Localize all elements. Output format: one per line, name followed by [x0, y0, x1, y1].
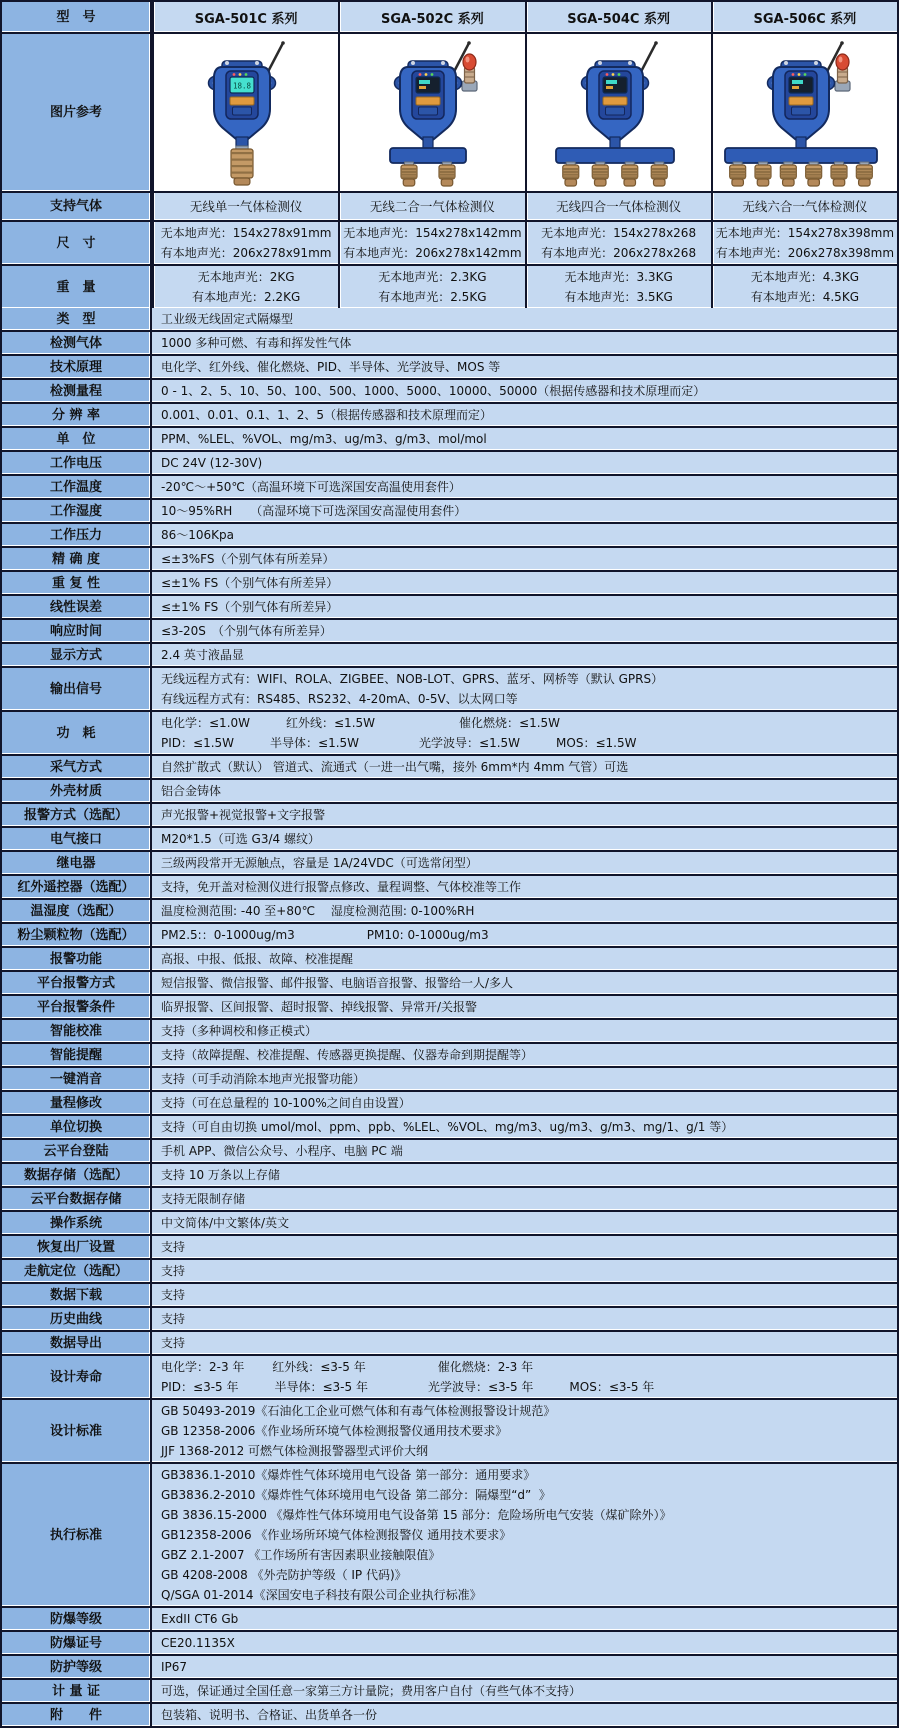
value-line: 包装箱、说明书、合格证、出货单各一份 — [161, 1708, 378, 1722]
spec-row-value — [152, 620, 897, 642]
spec-row — [2, 620, 897, 644]
product-image-sga-502c — [338, 34, 524, 191]
value-line: 2.4 英寸液晶显 — [161, 648, 244, 662]
spec-row-label: 电气接口 — [2, 828, 152, 850]
value-line: GB3836.1-2010《爆炸性气体环境用电气设备 第一部分：通用要求》 — [161, 1468, 536, 1482]
spec-row — [2, 1140, 897, 1164]
svg-text:18.8: 18.8 — [233, 81, 252, 90]
value-line: 温度检测范围: -40 至+80℃ 湿度检测范围: 0-100%RH — [161, 904, 475, 918]
spec-row — [2, 900, 897, 924]
value-line: GBZ 2.1-2007 《工作场所有害因素职业接触限值》 — [161, 1548, 441, 1562]
spec-row-label: 历史曲线 — [2, 1308, 152, 1330]
spec-row-label: 操作系统 — [2, 1212, 152, 1234]
spec-row-label: 量程修改 — [2, 1092, 152, 1114]
spec-row-label: 智能校准 — [2, 1020, 152, 1042]
spec-row-value — [152, 476, 897, 498]
product-image-sga-506c — [711, 34, 897, 191]
spec-row — [2, 548, 897, 572]
per-model-value-cell — [152, 193, 338, 220]
per-model-value-cell — [711, 266, 897, 308]
spec-row-label: 类 型 — [2, 308, 152, 330]
spec-row — [2, 924, 897, 948]
spec-row — [2, 1704, 897, 1726]
spec-row — [2, 1632, 897, 1656]
spec-row — [2, 1400, 897, 1464]
model-header-sga-506c: SGA-506C 系列 — [711, 2, 897, 32]
per-model-value-cell — [152, 266, 338, 308]
spec-row-value — [152, 756, 897, 778]
value-line: PID：≤3-5 年 半导体：≤3-5 年 光学波导：≤3-5 年 MOS：≤3-5 年 — [161, 1380, 655, 1394]
spec-row-label: 采气方式 — [2, 756, 152, 778]
value-line: CE20.1135X — [161, 1636, 235, 1650]
value-line: 电化学、红外线、催化燃烧、PID、半导体、光学波导、MOS 等 — [161, 360, 501, 374]
product-image-sga-501c — [152, 34, 338, 191]
value-line: 支持（可自由切换 umol/mol、ppm、ppb、%LEL、%VOL、mg/m3、ug/m3、g/m3、mg/1、g/1 等） — [161, 1120, 734, 1134]
value-line: 支持（可在总量程的 10-100%之间自由设置） — [161, 1096, 411, 1110]
spec-row-label: 数据存储（选配） — [2, 1164, 152, 1186]
value-line: 支持，免开盖对检测仪进行报警点修改、量程调整、气体校准等工作 — [161, 880, 522, 894]
spec-row-value — [152, 1188, 897, 1210]
value-line: 有本地声光：2.5KG — [378, 290, 487, 304]
spec-row-value — [152, 1704, 897, 1726]
spec-row-label: 云平台数据存储 — [2, 1188, 152, 1210]
spec-row — [2, 452, 897, 476]
spec-row-value — [152, 1212, 897, 1234]
spec-row-value — [152, 1632, 897, 1654]
spec-row-label: 恢复出厂设置 — [2, 1236, 152, 1258]
value-line: PPM、%LEL、%VOL、mg/m3、ug/m3、g/m3、mol/mol — [161, 432, 487, 446]
model-header-sga-502c: SGA-502C 系列 — [338, 2, 524, 32]
spec-row-value — [152, 712, 897, 754]
value-line: 铝合金铸体 — [161, 784, 222, 798]
spec-row-label: 单位切换 — [2, 1116, 152, 1138]
spec-row-label: 温湿度（选配） — [2, 900, 152, 922]
row-label: 支持气体 — [2, 193, 152, 220]
spec-row-label: 防护等级 — [2, 1656, 152, 1678]
value-line: 临界报警、区间报警、超时报警、掉线报警、异常开/关报警 — [161, 1000, 478, 1014]
value-line: DC 24V (12-30V) — [161, 456, 263, 470]
spec-row-value — [152, 852, 897, 874]
per-model-value-cell — [338, 222, 524, 264]
gas-detector-illustration — [715, 37, 895, 189]
value-line: PM2.5:：0-1000ug/m3 PM10: 0-1000ug/m3 — [161, 928, 489, 942]
value-line: 无本地声光：4.3KG — [750, 270, 859, 284]
value-line: 无本地声光：154x278x268 — [541, 226, 697, 240]
per-model-value-cell — [711, 193, 897, 220]
spec-row-value — [152, 948, 897, 970]
spec-row — [2, 1164, 897, 1188]
value-line: 工业级无线固定式隔爆型 — [161, 312, 294, 326]
value-line: 有线远程方式有：RS485、RS232、4-20mA、0-5V、以太网口等 — [161, 692, 518, 706]
spec-row — [2, 876, 897, 900]
spec-row-label: 云平台登陆 — [2, 1140, 152, 1162]
row-label: 尺 寸 — [2, 222, 152, 264]
spec-row — [2, 828, 897, 852]
spec-row-label: 检测量程 — [2, 380, 152, 402]
spec-row — [2, 996, 897, 1020]
value-line: 有本地声光：206x278x91mm — [160, 246, 332, 260]
product-image-sga-504c — [525, 34, 711, 191]
value-line: 有本地声光：206x278x142mm — [343, 246, 522, 260]
model-header-sga-501c: SGA-501C 系列 — [152, 2, 338, 32]
spec-row-value — [152, 1260, 897, 1282]
spec-row-label: 工作温度 — [2, 476, 152, 498]
spec-row-label: 数据下载 — [2, 1284, 152, 1306]
spec-row-value — [152, 524, 897, 546]
value-line: ExdII CT6 Gb — [161, 1612, 239, 1626]
value-line: 无本地声光：154x278x142mm — [343, 226, 522, 240]
spec-row — [2, 1332, 897, 1356]
value-line: 10～95%RH （高湿环境下可选深国安高湿使用套件） — [161, 504, 467, 518]
spec-row-value — [152, 924, 897, 946]
value-line: -20℃～+50℃（高温环境下可选深国安高温使用套件） — [161, 480, 461, 494]
spec-row-label: 报警功能 — [2, 948, 152, 970]
spec-row-value — [152, 1164, 897, 1186]
spec-row-value — [152, 380, 897, 402]
value-line: ≤±1% FS（个别气体有所差异） — [161, 600, 339, 614]
value-line: ≤±3%FS（个别气体有所差异） — [161, 552, 335, 566]
per-model-rows — [2, 193, 897, 308]
spec-row-value — [152, 1680, 897, 1702]
spec-row-value — [152, 356, 897, 378]
spec-row — [2, 948, 897, 972]
per-model-row — [2, 193, 897, 222]
spec-rows — [2, 308, 897, 1726]
spec-row — [2, 1284, 897, 1308]
spec-row-value — [152, 1236, 897, 1258]
model-header-sga-504c: SGA-504C 系列 — [525, 2, 711, 32]
spec-row — [2, 668, 897, 712]
spec-row-value — [152, 332, 897, 354]
per-model-value-cell — [525, 222, 711, 264]
spec-row-value — [152, 1068, 897, 1090]
per-model-value-cell — [711, 222, 897, 264]
spec-row-value — [152, 1044, 897, 1066]
spec-row-label: 粉尘颗粒物（选配） — [2, 924, 152, 946]
spec-row-label: 线性误差 — [2, 596, 152, 618]
spec-row-value — [152, 1092, 897, 1114]
spec-row-value — [152, 1020, 897, 1042]
spec-row-value — [152, 452, 897, 474]
value-line: 自然扩散式（默认） 管道式、流通式（一进一出气嘴，接外 6mm*内 4mm 气管）可选 — [161, 760, 629, 774]
spec-row-value — [152, 644, 897, 666]
spec-row-value — [152, 1140, 897, 1162]
spec-row-label: 外壳材质 — [2, 780, 152, 802]
spec-row — [2, 852, 897, 876]
spec-row — [2, 1188, 897, 1212]
spec-row — [2, 380, 897, 404]
value-line: ≤3-20S （个别气体有所差异） — [161, 624, 332, 638]
spec-row-value — [152, 572, 897, 594]
spec-row-label: 执行标准 — [2, 1464, 152, 1606]
value-line: 支持无限制存储 — [161, 1192, 246, 1206]
value-line: 无本地声光：154x278x91mm — [160, 226, 332, 240]
spec-row-label: 工作湿度 — [2, 500, 152, 522]
value-line: 短信报警、微信报警、邮件报警、电脑语音报警、报警给一人/多人 — [161, 976, 514, 990]
spec-row — [2, 500, 897, 524]
per-model-value-cell — [338, 193, 524, 220]
spec-row-label: 走航定位（选配） — [2, 1260, 152, 1282]
value-line: 有本地声光：206x278x398mm — [715, 246, 895, 260]
spec-row-label: 防爆等级 — [2, 1608, 152, 1630]
value-line: Q/SGA 01-2014《深国安电子科技有限公司企业执行标准》 — [161, 1588, 482, 1602]
spec-row — [2, 404, 897, 428]
spec-row-label: 显示方式 — [2, 644, 152, 666]
value-line: 无线远程方式有：WIFI、ROLA、ZIGBEE、NOB-LOT、GPRS、蓝牙、网桥等（默认 GPRS） — [161, 672, 664, 686]
spec-row — [2, 1092, 897, 1116]
spec-row — [2, 476, 897, 500]
spec-row-value — [152, 1116, 897, 1138]
value-line: GB12358-2006 《作业场所环境气体检测报警仪 通用技术要求》 — [161, 1528, 512, 1542]
spec-row-value — [152, 996, 897, 1018]
spec-row-label: 输出信号 — [2, 668, 152, 710]
spec-row-label: 一键消音 — [2, 1068, 152, 1090]
spec-row — [2, 356, 897, 380]
spec-row-value — [152, 548, 897, 570]
spec-row — [2, 308, 897, 332]
spec-row-label: 防爆证号 — [2, 1632, 152, 1654]
value-line: 支持（多种调校和修正模式） — [161, 1024, 318, 1038]
value-line: 中文简体/中文繁体/英文 — [161, 1216, 290, 1230]
value-line: GB 4208-2008 《外壳防护等级（ IP 代码)》 — [161, 1568, 407, 1582]
spec-row-label: 报警方式（选配） — [2, 804, 152, 826]
spec-row-label: 平台报警条件 — [2, 996, 152, 1018]
value-line: PID：≤1.5W 半导体：≤1.5W 光学波导：≤1.5W MOS：≤1.5W — [161, 736, 637, 750]
value-line: 支持 — [161, 1336, 186, 1350]
spec-row — [2, 1260, 897, 1284]
spec-row-label: 检测气体 — [2, 332, 152, 354]
spec-row — [2, 1212, 897, 1236]
value-line: M20*1.5（可选 G3/4 螺纹） — [161, 832, 320, 846]
value-line: 可选，保证通过全国任意一家第三方计量院；费用客户自付（有些气体不支持） — [161, 1684, 582, 1698]
spec-row-label: 设计标准 — [2, 1400, 152, 1462]
spec-row — [2, 1020, 897, 1044]
spec-row-value — [152, 780, 897, 802]
value-line: 无线二合一气体检测仪 — [369, 198, 495, 214]
spec-row — [2, 1656, 897, 1680]
value-line: 无线单一气体检测仪 — [189, 198, 303, 214]
spec-row-value — [152, 1464, 897, 1606]
spec-row-value — [152, 596, 897, 618]
value-line: 支持 — [161, 1312, 186, 1326]
value-line: GB3836.2-2010《爆炸性气体环境用电气设备 第二部分：隔爆型“d” 》 — [161, 1488, 551, 1502]
value-line: 支持 10 万条以上存储 — [161, 1168, 280, 1182]
per-model-value-cell — [152, 222, 338, 264]
value-line: 无本地声光：3.3KG — [564, 270, 673, 284]
value-line: ≤±1% FS（个别气体有所差异） — [161, 576, 339, 590]
spec-row — [2, 804, 897, 828]
spec-row-label: 红外遥控器（选配） — [2, 876, 152, 898]
per-model-row — [2, 222, 897, 266]
spec-row — [2, 596, 897, 620]
spec-row — [2, 756, 897, 780]
value-line: 电化学：2-3 年 红外线：≤3-5 年 催化燃烧：2-3 年 — [161, 1360, 534, 1374]
model-row-label: 型 号 — [2, 2, 152, 32]
spec-row — [2, 572, 897, 596]
value-line: 有本地声光：2.2KG — [191, 290, 301, 304]
spec-row — [2, 972, 897, 996]
value-line: 0.001、0.01、0.1、1、2、5（根据传感器和技术原理而定） — [161, 408, 493, 422]
value-line: 有本地声光：4.5KG — [750, 290, 859, 304]
value-line: 无本地声光：154x278x398mm — [715, 226, 895, 240]
spec-row-value — [152, 1656, 897, 1678]
spec-row-value — [152, 972, 897, 994]
spec-row — [2, 1356, 897, 1400]
spec-row-label: 响应时间 — [2, 620, 152, 642]
per-model-value-cell — [338, 266, 524, 308]
spec-row-label: 分 辨 率 — [2, 404, 152, 426]
value-line: 声光报警+视觉报警+文字报警 — [161, 808, 326, 822]
value-line: 支持（故障提醒、校准提醒、传感器更换提醒、仪器寿命到期提醒等） — [161, 1048, 534, 1062]
spec-row-value — [152, 1400, 897, 1462]
spec-row-value — [152, 1356, 897, 1398]
spec-row — [2, 780, 897, 804]
per-model-value-cell — [525, 266, 711, 308]
spec-row — [2, 1308, 897, 1332]
spec-row — [2, 644, 897, 668]
spec-row-value — [152, 308, 897, 330]
spec-row-value — [152, 828, 897, 850]
spec-row-value — [152, 1332, 897, 1354]
value-line: 支持（可手动消除本地声光报警功能） — [161, 1072, 366, 1086]
gas-detector-illustration — [156, 37, 336, 189]
value-line: 支持 — [161, 1240, 186, 1254]
spec-row-label: 精 确 度 — [2, 548, 152, 570]
value-line: JJF 1368-2012 可燃气体检测报警器型式评价大纲 — [161, 1444, 429, 1458]
spec-row-label: 计 量 证 — [2, 1680, 152, 1702]
gas-detector-illustration — [342, 37, 522, 189]
gas-detector-illustration — [529, 37, 709, 189]
value-line: 支持 — [161, 1288, 186, 1302]
spec-row — [2, 712, 897, 756]
image-row-label: 图片参考 — [2, 34, 152, 191]
value-line: 支持 — [161, 1264, 186, 1278]
per-model-row — [2, 266, 897, 308]
spec-row-value — [152, 500, 897, 522]
spec-row-value — [152, 1608, 897, 1630]
value-line: 86～106Kpa — [161, 528, 235, 542]
value-line: 有本地声光：206x278x268 — [541, 246, 697, 260]
per-model-value-cell — [525, 193, 711, 220]
spec-row — [2, 1608, 897, 1632]
value-line: 有本地声光：3.5KG — [564, 290, 673, 304]
image-reference-row — [2, 34, 897, 193]
value-line: 无线六合一气体检测仪 — [742, 198, 868, 214]
spec-row-label: 数据导出 — [2, 1332, 152, 1354]
value-line: GB 50493-2019《石油化工企业可燃气体和有毒气体检测报警设计规范》 — [161, 1404, 556, 1418]
spec-row-label: 单 位 — [2, 428, 152, 450]
spec-row-value — [152, 804, 897, 826]
row-label: 重 量 — [2, 266, 152, 308]
spec-row-value — [152, 404, 897, 426]
spec-row-label: 平台报警方式 — [2, 972, 152, 994]
spec-row-value — [152, 1308, 897, 1330]
spec-row — [2, 428, 897, 452]
value-line: 无线四合一气体检测仪 — [556, 198, 682, 214]
spec-row-label: 工作电压 — [2, 452, 152, 474]
spec-row — [2, 1464, 897, 1608]
spec-row-label: 智能提醒 — [2, 1044, 152, 1066]
spec-row-value — [152, 428, 897, 450]
value-line: 0 - 1、2、5、10、50、100、500、1000、5000、10000、50000（根据传感器和技术原理而定） — [161, 384, 706, 398]
value-line: 手机 APP、微信公众号、小程序、电脑 PC 端 — [161, 1144, 403, 1158]
value-line: 电化学：≤1.0W 红外线：≤1.5W 催化燃烧：≤1.5W — [161, 716, 561, 730]
spec-row-value — [152, 1284, 897, 1306]
spec-row-label: 设计寿命 — [2, 1356, 152, 1398]
spec-row-label: 功 耗 — [2, 712, 152, 754]
value-line: 三级两段常开无源触点，容量是 1A/24VDC（可选常闭型） — [161, 856, 478, 870]
spec-row — [2, 1680, 897, 1704]
spec-row-label: 继电器 — [2, 852, 152, 874]
spec-row — [2, 1044, 897, 1068]
spec-row-label: 附 件 — [2, 1704, 152, 1726]
model-header-row — [2, 2, 897, 34]
spec-row-label: 技术原理 — [2, 356, 152, 378]
spec-row-label: 重 复 性 — [2, 572, 152, 594]
value-line: 高报、中报、低报、故障、校准提醒 — [161, 952, 354, 966]
spec-row-label: 工作压力 — [2, 524, 152, 546]
value-line: 无本地声光：2KG — [197, 270, 295, 284]
spec-row-value — [152, 900, 897, 922]
spec-row-value — [152, 876, 897, 898]
spec-row — [2, 1068, 897, 1092]
value-line: GB 3836.15-2000 《爆炸性气体环境用电气设备第 15 部分：危险场所电气安装（煤矿除外）》 — [161, 1508, 672, 1522]
spec-row — [2, 1116, 897, 1140]
value-line: IP67 — [161, 1660, 188, 1674]
value-line: GB 12358-2006《作业场所环境气体检测报警仪通用技术要求》 — [161, 1424, 508, 1438]
spec-row — [2, 524, 897, 548]
spec-row — [2, 332, 897, 356]
value-line: 1000 多种可燃、有毒和挥发性气体 — [161, 336, 352, 350]
value-line: 无本地声光：2.3KG — [378, 270, 487, 284]
spec-row-value — [152, 668, 897, 710]
spec-row — [2, 1236, 897, 1260]
